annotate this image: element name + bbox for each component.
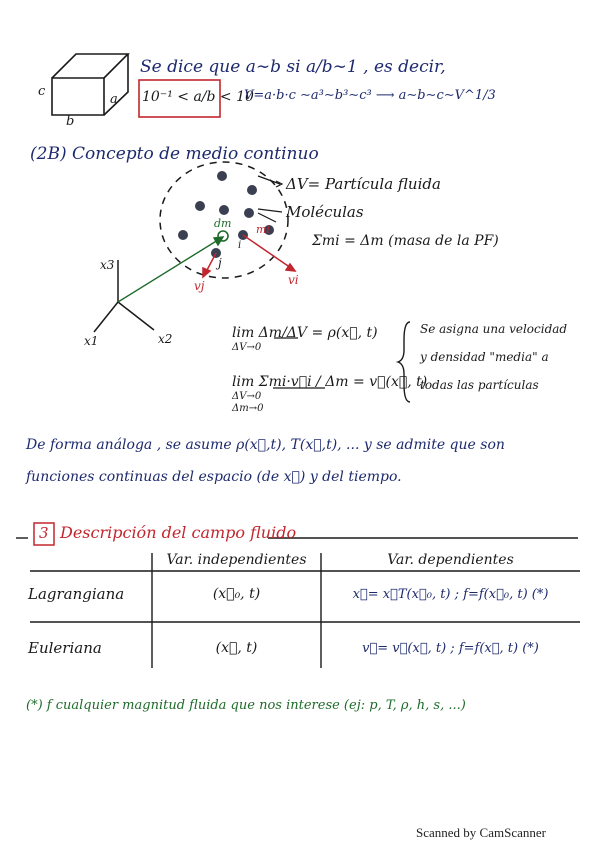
i-label: i (238, 240, 242, 251)
vj-label: vj (194, 279, 205, 293)
limit-velocity-sub2: Δm→0 (232, 403, 264, 414)
analog-line-2: funciones continuas del espacio (de x⃗) y del tiempo. (26, 469, 402, 485)
inequality-text: 10⁻¹ < a/b < 10 (142, 89, 254, 105)
molecules (178, 171, 274, 258)
cube-label-c: c (38, 84, 46, 99)
section-3-number: 3 (39, 524, 49, 542)
table-row-lagrangiana-indep: (x⃗₀, t) (212, 586, 261, 602)
table-row-euleriana-name: Euleriana (28, 639, 102, 657)
j-label: j (218, 256, 222, 270)
table-header-independent: Var. independientes (166, 552, 307, 568)
limit-density: lim Δm/ΔV = ρ(x⃗, t) (232, 325, 378, 341)
particle-label: ΔV= Partícula fluida (286, 175, 441, 193)
axis-x1-label: x1 (84, 334, 99, 348)
section-2b-title: (2B) Concepto de medio continuo (30, 144, 319, 164)
analog-line-1: De forma análoga , se asume ρ(x⃗,t), T(x⃗,t), ... y se admite que son (26, 437, 505, 453)
vi-label: vi (288, 273, 299, 287)
volume-relation: V=a·b·c ∼a³∼b³∼c³ ⟶ a∼b∼c∼V^1/3 (244, 88, 496, 103)
table-row-lagrangiana-dep: x⃗= x⃗T(x⃗₀, t) ; f=f(x⃗₀, t) (*) (352, 586, 549, 602)
table-header-dependent: Var. dependientes (387, 552, 514, 568)
leader-lines (258, 176, 282, 222)
dm-label: dm (214, 217, 232, 230)
limit-velocity-sub1: ΔV→0 (232, 391, 262, 402)
section-3-title: Descripción del campo fluido (60, 523, 297, 542)
table-row-lagrangiana-name: Lagrangiana (28, 585, 125, 603)
brace-note-2: y densidad "media" a (420, 350, 549, 364)
brace (398, 322, 410, 402)
condition-text: Se dice que a∼b si a/b∼1 , es decir, (140, 57, 446, 77)
scanner-watermark: Scanned by CamScanner (416, 825, 546, 840)
section-3-footnote: (*) f cualquier magnitud fluida que nos interese (ej: p, T, ρ, h, s, ...) (26, 698, 466, 713)
molecules-label: Moléculas (286, 203, 364, 221)
mass-sum: Σmi = Δm (masa de la PF) (312, 233, 499, 249)
cube-label-a: a (110, 92, 118, 107)
table-row-euleriana-indep: (x⃗, t) (215, 640, 258, 656)
brace-note-1: Se asigna una velocidad (420, 322, 568, 336)
axis-x2-label: x2 (158, 332, 173, 346)
brace-note-3: todas las partículas (420, 378, 539, 392)
table-row-euleriana-dep: v⃗= v⃗(x⃗, t) ; f=f(x⃗, t) (*) (362, 640, 539, 656)
mi-label: mi (256, 223, 270, 236)
cube-label-b: b (66, 114, 75, 129)
limit-density-sub: ΔV→0 (232, 342, 262, 353)
limit-velocity: lim Σmi·v⃗i / Δm = v⃗(x⃗, t) (232, 374, 428, 390)
axis-x3-label: x3 (100, 258, 115, 272)
